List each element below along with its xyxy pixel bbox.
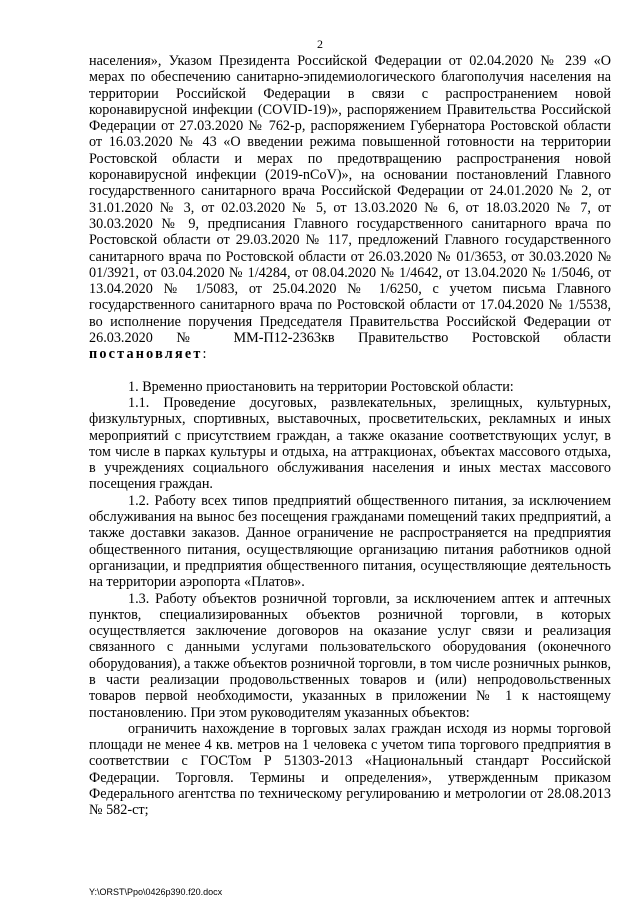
decree-colon: : xyxy=(202,346,207,363)
file-path-footer: Y:\ORST\Ppo\0426p390.f20.docx xyxy=(89,887,223,897)
intro-text: населения», Указом Президента Российской Федерации от 02.04.2020 № 239 «О мерах по обеспечению санитарно-эпидемиологического благополучия населения на территории Российской Федерации в связи с распространением новой коронавирусной инфекции (COVID-19)», распоряжением Правительства Российской Федерации от 27.03.2020 № 762-р, распоряжением Губернатора Ростовской области от 16.03.2020 № 43 «О введении режима повышенной готовности на территории Ростовской области и мерах по предотвращению распространения новой коронавирусной инфекции (2019-nCoV)», на основании постановлений Главного государственного санитарного врача Российской Федерации от 24.01.2020 № 2, от 31.01.2020 № 3, от 02.03.2020 № 5, от 13.03.2020 № 6, от 18.03.2020 № 7, от 30.03.2020 № 9, предписания Главного государственного санитарного врача по Ростовской области от 29.03.2020 № 117, предложений Главного государственного санитарного врача по Ростовской области от 26.03.2020 № 01/3653, от 30.03.2020 № 01/3921, от 03.04.2020 № 1/4284, от 08.04.2020 № 1/4642, от 13.04.2020 № 1/5046, от 13.04.2020 № 1/5083, от 25.04.2020 № 1/6250, с учетом письма Главного государственного санитарного врача по Ростовской области от 17.04.2020 № 1/5538, во исполнение поручения Председателя Правительства Российской Федерации от 26.03.2020 № ММ-П12-2363кв Правительство Ростовской области xyxy=(89,53,611,347)
paragraph-1-2: 1.2. Работу всех типов предприятий общественного питания, за исключением обслуживания на вынос без посещения гражданами помещений таких предприятий, а также доставки заказов. Данное ограничение не распространяется на предприятия общественного питания, осуществляющие организацию питания работников одной организации, и предприятия общественного питания, осуществляющие деятельность на территории аэропорта «Платов». xyxy=(89,492,611,591)
paragraph-1-1: 1.1. Проведение досуговых, развлекательных, зрелищных, культурных, физкультурных, спортивных, выставочных, просветительских, рекламных и иных мероприятий с присутствием граждан, а также оказание соответствующих услуг, в том числе в парках культуры и отдыха, на аттракционах, объектах массового отдыха, в учреждениях социального обслуживания населения и иных местах массового посещения граждан. xyxy=(89,394,611,493)
document-body xyxy=(89,53,611,819)
paragraph-1-3: 1.3. Работу объектов розничной торговли, за исключением аптек и аптечных пунктов, специализированных объектов розничной торговли, в которых осуществляется заключение договоров на оказание услуг связи и реализация связанного с данными услугами пользовательского оборудования (оконечного оборудования), а также объектов розничной торговли, в том числе розничных рынков, в части реализации продовольственных товаров и (или) непродовольственных товаров первой необходимости, указанных в приложении № 1 к настоящему постановлению. При этом руководителям указанных объектов: xyxy=(89,590,611,721)
paragraph-1: 1. Временно приостановить на территории Ростовской области: xyxy=(128,378,514,395)
intro-paragraph xyxy=(89,53,611,363)
page-number: 2 xyxy=(317,37,323,51)
paragraph-gap xyxy=(89,363,611,379)
paragraph-1-3-item: ограничить нахождение в торговых залах граждан исходя из нормы торговой площади не менее 4 кв. метров на 1 человека с учетом типа торгового предприятия в соответствии с ГОСТом Р 51303-2013 «Национальный стандарт Российской Федерации. Торговля. Термины и определения», утвержденным приказом Федерального агентства по техническому регулированию и метрологии от 28.08.2013 № 582-ст; xyxy=(89,720,611,819)
decree-word: постановляет xyxy=(89,346,203,363)
